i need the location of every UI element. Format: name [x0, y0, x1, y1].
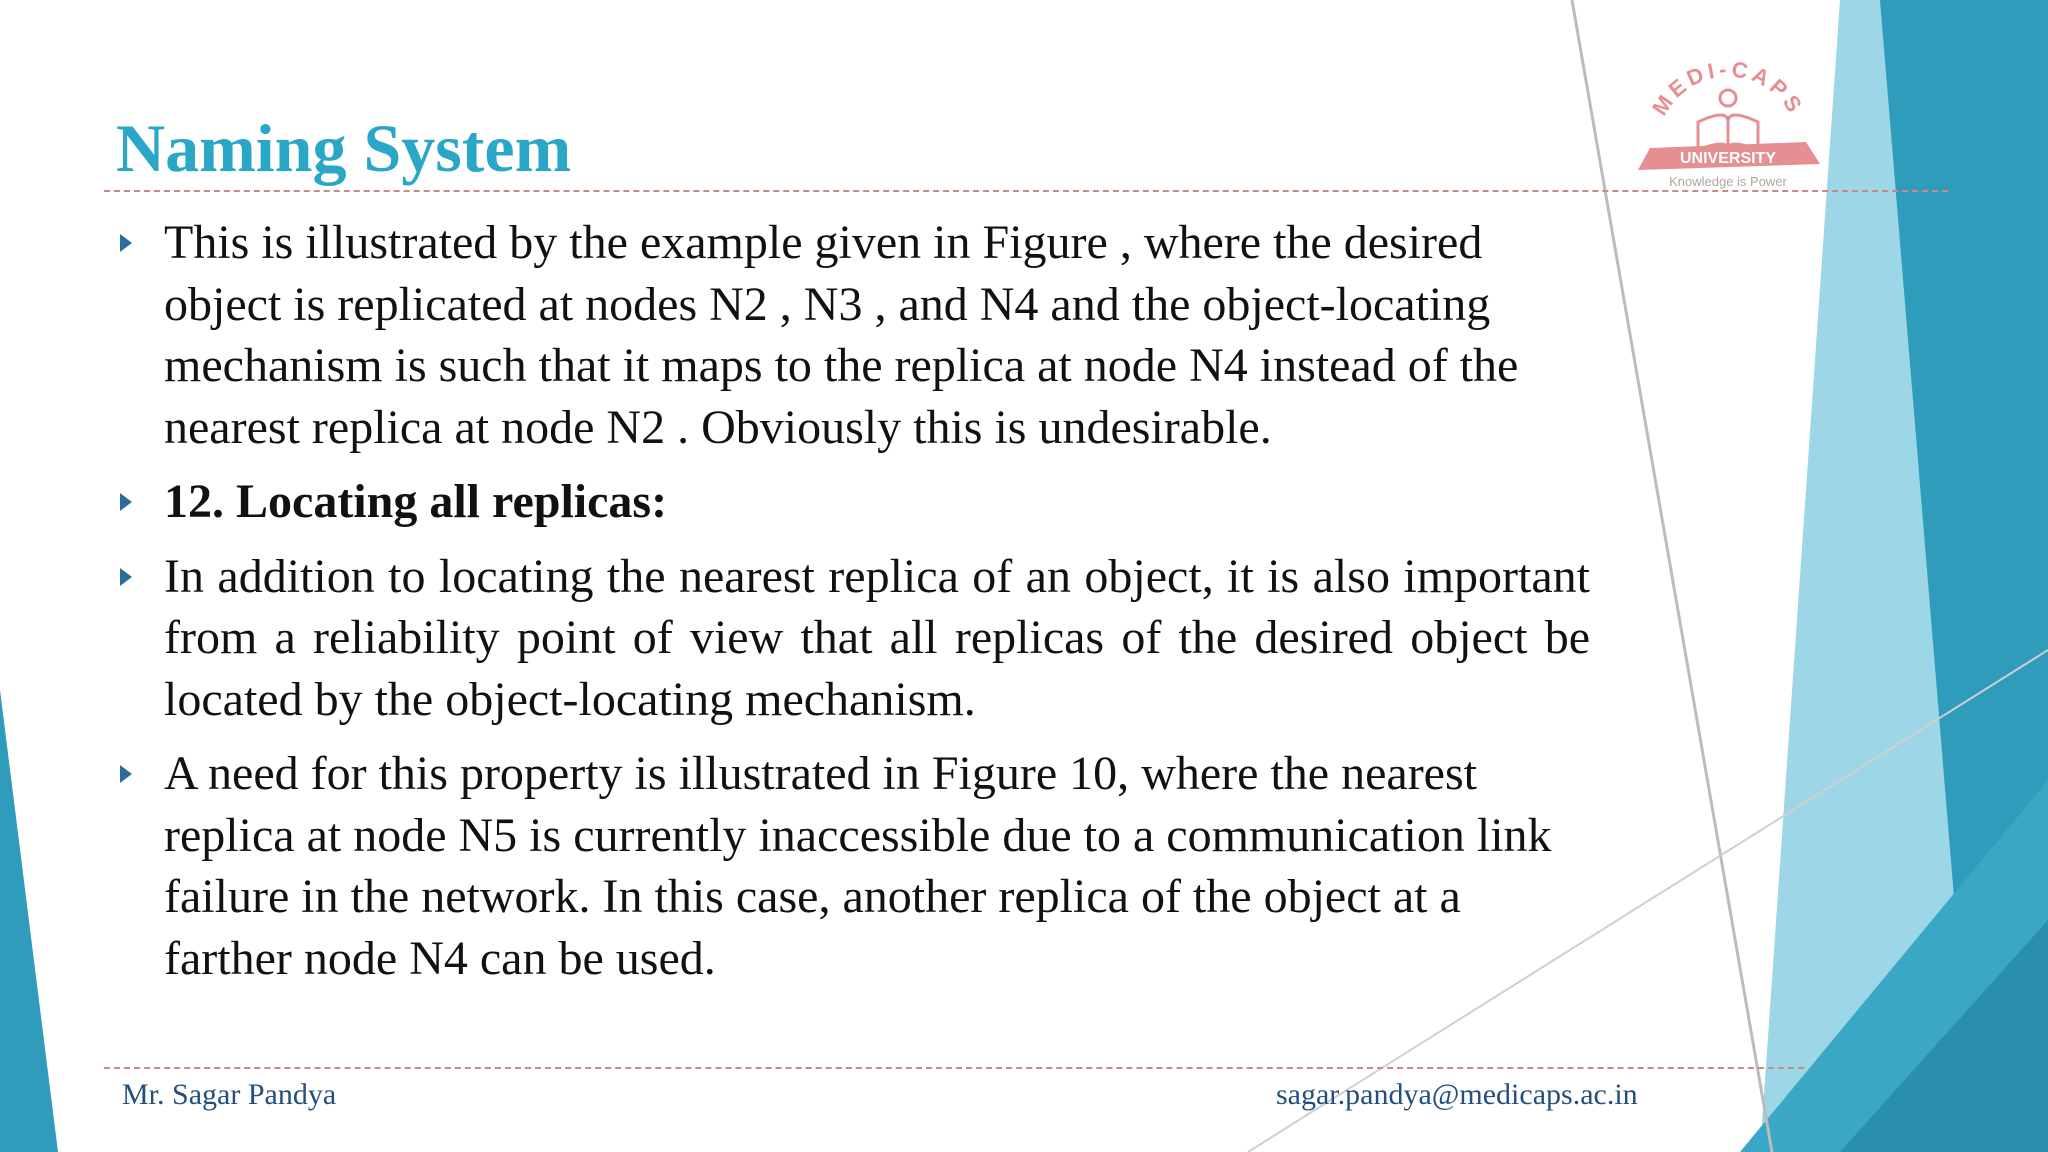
- bullet-item: [110, 212, 1590, 458]
- presenter-name: Mr. Sagar Pandya: [122, 1078, 337, 1111]
- logo-arc-text: MEDI-CAPS: [1646, 56, 1810, 120]
- left-accent-shape: [0, 690, 58, 1152]
- university-logo: [1620, 30, 1836, 190]
- bullet-item: [110, 471, 1590, 533]
- book-icon: [1698, 90, 1758, 150]
- bullet-list: [110, 212, 1590, 1002]
- bullet-item: [110, 546, 1590, 731]
- bullet-arrow-icon: [120, 568, 132, 586]
- bullet-item: [110, 743, 1590, 989]
- presenter-email: sagar.pandya@medicaps.ac.in: [1276, 1078, 1638, 1111]
- bullet-text: This is illustrated by the example given in Figure , where the desired object is replicated at nodes N2 , N3 , and N4 and the object-locating mechanism is such that it maps to the replica at node N4 instead of the nearest replica at node N2 . Obviously this is undesirable.: [164, 216, 1519, 454]
- bullet-text: A need for this property is illustrated in Figure 10, where the nearest replica at node N5 is currently inaccessible due to a communication link failure in the network. In this case, another replica of the object at a farther node N4 can be used.: [164, 747, 1552, 985]
- slide-title: Naming System: [116, 110, 572, 186]
- logo-ribbon-text: UNIVERSITY: [1679, 150, 1777, 167]
- bullet-text: 12. Locating all replicas:: [164, 475, 668, 528]
- logo-tagline: Knowledge is Power: [1669, 174, 1787, 189]
- footer-divider: [104, 1067, 1804, 1069]
- bullet-arrow-icon: [120, 765, 132, 783]
- bullet-arrow-icon: [120, 234, 132, 252]
- title-divider: [104, 190, 1948, 192]
- bullet-arrow-icon: [120, 493, 132, 511]
- bullet-text: In addition to locating the nearest replica of an object, it is also important from a reliability point of view that all replicas of the desired object be located by the object-locating mechanism.: [164, 549, 1590, 726]
